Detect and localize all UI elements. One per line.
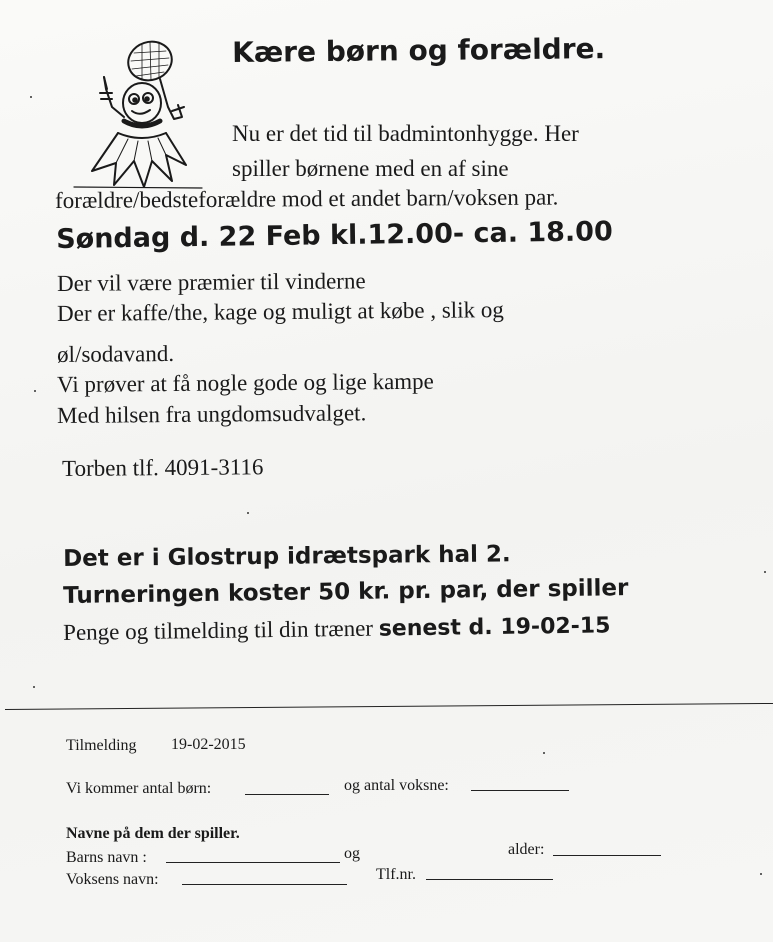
- payment-deadline: senest d. 19-02-15: [378, 613, 611, 642]
- adult-name-field[interactable]: [182, 870, 347, 885]
- adults-count-field[interactable]: [471, 776, 569, 791]
- intro-line-1: Nu er det tid til badmintonhygge. Her: [232, 121, 579, 146]
- and-label: og: [344, 845, 360, 862]
- players-heading: Navne på dem der spiller.: [66, 825, 240, 842]
- contact-line: Torben tlf. 4091-3116: [62, 454, 264, 481]
- phone-label: Tlf.nr.: [376, 866, 416, 883]
- greeting-line: Med hilsen fra ungdomsudvalget.: [57, 400, 367, 428]
- scan-speck: [760, 873, 762, 875]
- scan-speck: [247, 512, 249, 514]
- location-line: Det er i Glostrup idrætspark hal 2.: [63, 541, 511, 572]
- scan-speck: [34, 390, 36, 392]
- child-name-field[interactable]: [166, 848, 340, 863]
- prizes-line: Der vil være præmier til vinderne: [57, 268, 366, 296]
- event-date-time: Søndag d. 22 Feb kl.12.00- ca. 18.00: [56, 216, 613, 255]
- age-label: alder:: [508, 841, 545, 858]
- adults-count-label: og antal voksne:: [344, 777, 449, 794]
- drinks-line: øl/sodavand.: [57, 340, 175, 367]
- page-title: Kære børn og forældre.: [232, 32, 606, 69]
- children-count-label: Vi kommer antal børn:: [66, 780, 212, 797]
- scan-speck: [764, 571, 766, 573]
- payment-line: [63, 612, 611, 646]
- child-name-label: Barns navn :: [66, 849, 147, 866]
- scan-speck: [33, 686, 35, 688]
- adult-name-label: Voksens navn:: [66, 871, 159, 888]
- signup-date: 19-02-2015: [171, 736, 246, 753]
- scan-speck: [30, 96, 32, 98]
- payment-text: Penge og tilmelding til din træner: [63, 615, 379, 645]
- phone-field[interactable]: [426, 865, 553, 880]
- shuttlecock-mascot-with-racket-icon: [68, 37, 208, 192]
- age-field[interactable]: [553, 841, 661, 856]
- cut-line: [5, 703, 773, 710]
- children-count-field[interactable]: [245, 780, 329, 795]
- refreshments-line: Der er kaffe/the, kage og muligt at købe , slik og: [57, 297, 504, 326]
- scan-speck: [543, 752, 545, 754]
- intro-line-3: forældre/bedsteforældre mod et andet barn/voksen par.: [55, 184, 559, 213]
- intro-line-2: spiller børnene med en af sine: [232, 156, 509, 181]
- price-line: Turneringen koster 50 kr. pr. par, der spiller: [63, 575, 629, 609]
- matches-line: Vi prøver at få nogle gode og lige kampe: [57, 368, 434, 397]
- signup-label: Tilmelding: [66, 737, 137, 754]
